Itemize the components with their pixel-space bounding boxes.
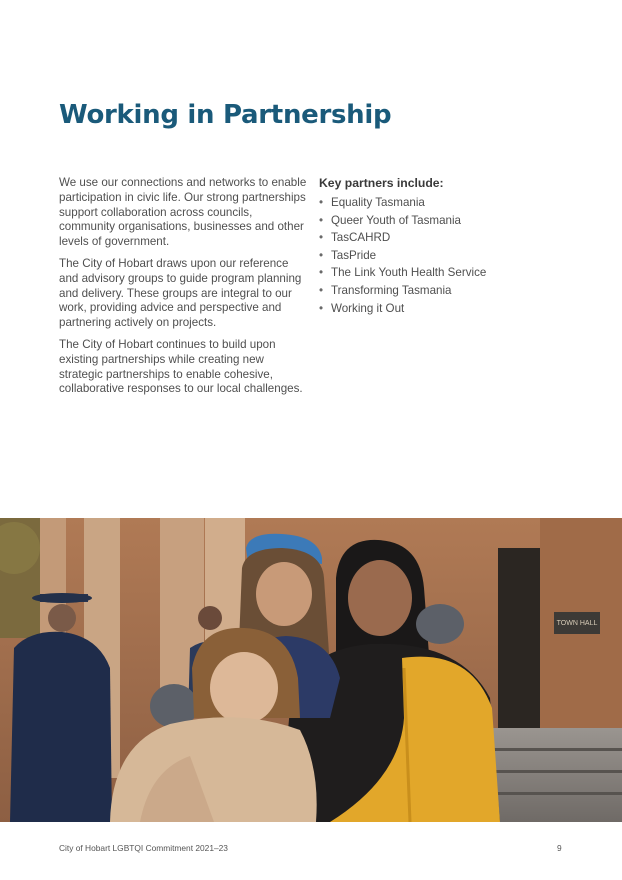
intro-paragraph: The City of Hobart continues to build upon existing partnerships while creating new strategic partnerships to enable cohesive, collaborative responses to our local challenges. [59,337,303,396]
intro-text-column [59,176,309,404]
key-partners-section [319,176,579,317]
key-partners-heading: Key partners include: [319,176,444,190]
footer-publication-title: City of Hobart LGBTQI Commitment 2021–23 [59,843,228,853]
partner-item: • Transforming Tasmania [319,282,579,300]
intro-paragraph: We use our connections and networks to enable participation in civic life. Our strong partnerships support collaboration across councils, community organisations, businesses and other levels of government. [59,176,307,249]
town-hall-sign: TOWN HALL [556,620,598,627]
key-partners-list [319,194,579,317]
partner-item: • Queer Youth of Tasmania [319,212,579,230]
partner-item: • TasCAHRD [319,229,579,247]
partner-item: • Working it Out [319,300,579,318]
partner-item: • TasPride [319,247,579,265]
page-title: Working in Partnership [59,100,392,130]
partner-item: • The Link Youth Health Service [319,264,579,282]
page-number: 9 [557,843,562,853]
partner-item: • Equality Tasmania [319,194,579,212]
intro-paragraph: The City of Hobart draws upon our reference and advisory groups to guide program planning and delivery. These groups are integral to our work, providing advice and perspective and partnering actively on projects. [59,256,302,330]
community-photo [0,518,622,822]
